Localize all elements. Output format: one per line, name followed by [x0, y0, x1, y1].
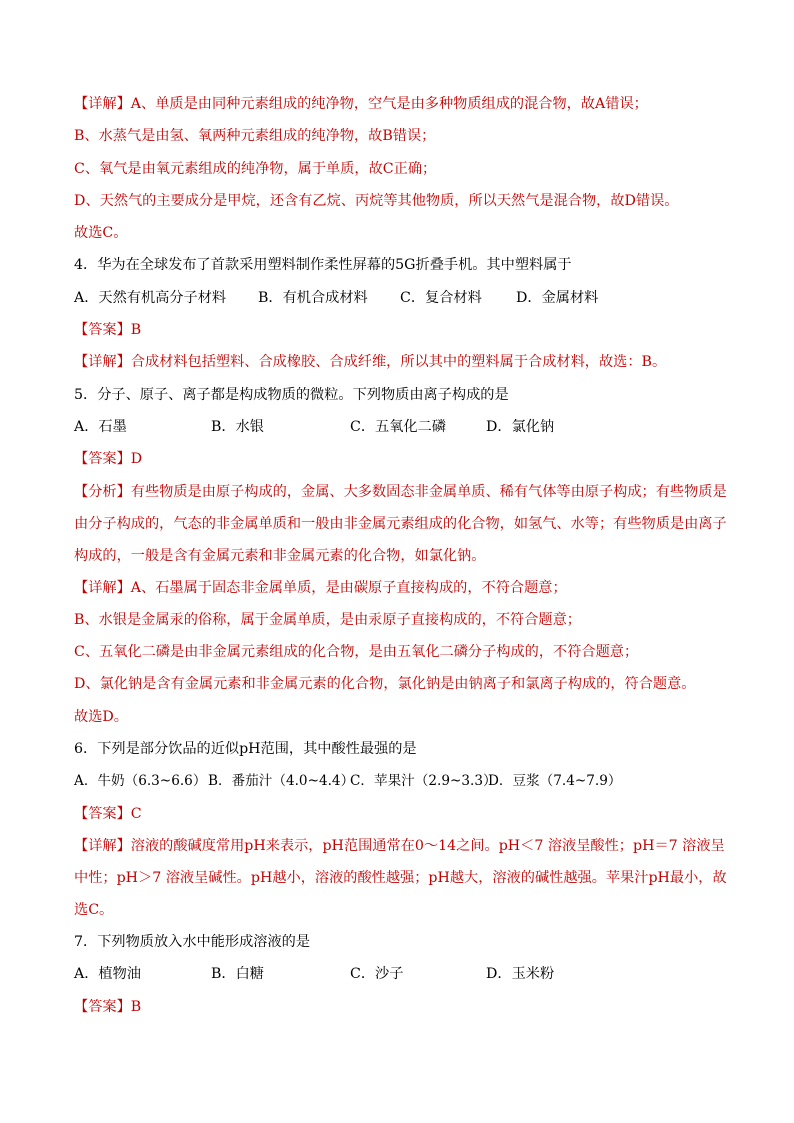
- q5-options: [74, 417, 734, 437]
- q5-option-d: D．氯化钠: [486, 418, 555, 435]
- q4-option-d: D．金属材料: [516, 289, 599, 306]
- detail-tag: 【详解】: [74, 96, 131, 112]
- q7-option-a: A．植物油: [74, 966, 141, 983]
- q4-option-c: C．复合材料: [400, 289, 482, 306]
- q6-stem: 6．下列是部分饮品的近似pH范围，其中酸性最强的是: [74, 741, 417, 758]
- q5-option-b: B．水银: [211, 418, 264, 435]
- q3-detail-b: B、水蒸气是由氢、氧两种元素组成的纯净物，故B错误；: [74, 128, 436, 145]
- q7-option-c: C．沙子: [350, 966, 404, 983]
- q5-detail-b: B、水银是金属汞的俗称，属于金属单质，是由汞原子直接构成的，不符合题意；: [74, 611, 581, 628]
- q5-detail-d: D、氯化钠是含有金属元素和非金属元素的化合物，氯化钠是由钠离子和氯离子构成的，符合题意。: [74, 676, 696, 693]
- q6-options: [74, 771, 734, 791]
- q6-option-c: C．苹果汁（2.9~3.3）: [350, 773, 497, 790]
- q4-option-a: A．天然有机高分子材料: [74, 289, 227, 306]
- q7-options: [74, 964, 734, 984]
- q7-option-b: B．白糖: [211, 966, 264, 983]
- q4-detail: 【详解】合成材料包括塑料、合成橡胶、合成纤维，所以其中的塑料属于合成材料，故选：B。: [74, 354, 667, 371]
- q6-answer: 【答案】C: [74, 805, 142, 822]
- q5-option-a: A．石墨: [74, 418, 127, 435]
- document-page: [74, 94, 734, 1029]
- q5-answer: 【答案】D: [74, 451, 143, 468]
- q3-detail-d: D、天然气的主要成分是甲烷，还含有乙烷、丙烷等其他物质，所以天然气是混合物，故D错误。: [74, 192, 679, 209]
- q6-option-b: B．番茄汁（4.0~4.4）: [208, 773, 355, 790]
- q5-stem: 5．分子、原子、离子都是构成物质的微粒。下列物质由离子构成的是: [74, 386, 509, 403]
- q4-options: [74, 288, 734, 308]
- q6-option-d: D．豆浆（7.4~7.9）: [488, 773, 622, 790]
- q5-analysis: 【分析】有些物质是由原子构成的，金属、大多数固态非金属单质、稀有气体等由原子构成；有些物质是由分子构成的，气态的非金属单质和一般由非金属元素组成的化合物，如氢气、水等；有些物质是由离子构成的，一般是含有金属元素和非金属元素的化合物，如氯化钠。: [74, 483, 727, 564]
- q4-answer: 【答案】B: [74, 322, 142, 339]
- q6-detail: 【详解】溶液的酸碱度常用pH来表示，pH范围通常在0～14之间。pH＜7 溶液呈酸性；pH＝7 溶液呈中性；pH＞7 溶液呈碱性。pH越小，溶液的酸性越强；pH越大，溶液的碱性越强。苹果汁pH最小，故选C。: [74, 837, 727, 918]
- q4-stem: 4．华为在全球发布了首款采用塑料制作柔性屏幕的5G折叠手机。其中塑料属于: [74, 257, 572, 274]
- q7-option-d: D．玉米粉: [486, 966, 555, 983]
- q7-answer: 【答案】B: [74, 998, 142, 1015]
- q3-conclusion: 故选C。: [74, 225, 128, 242]
- q5-option-c: C．五氧化二磷: [350, 418, 446, 435]
- q6-option-a: A．牛奶（6.3~6.6）: [74, 773, 207, 790]
- q5-detail-a: 【详解】A、石墨属于固态非金属单质，是由碳原子直接构成的，不符合题意；: [74, 579, 567, 596]
- q3-detail-c: C、氧气是由氧元素组成的纯净物，属于单质，故C正确；: [74, 160, 437, 177]
- q3-detail-a: 【详解】A、单质是由同种元素组成的纯净物，空气是由多种物质组成的混合物，故A错误；: [74, 96, 648, 112]
- q5-conclusion: 故选D。: [74, 708, 128, 725]
- q5-detail-c: C、五氧化二磷是由非金属元素组成的化合物，是由五氧化二磷分子构成的，不符合题意；: [74, 644, 639, 661]
- q4-option-b: B．有机合成材料: [258, 289, 368, 306]
- q7-stem: 7．下列物质放入水中能形成溶液的是: [74, 933, 311, 950]
